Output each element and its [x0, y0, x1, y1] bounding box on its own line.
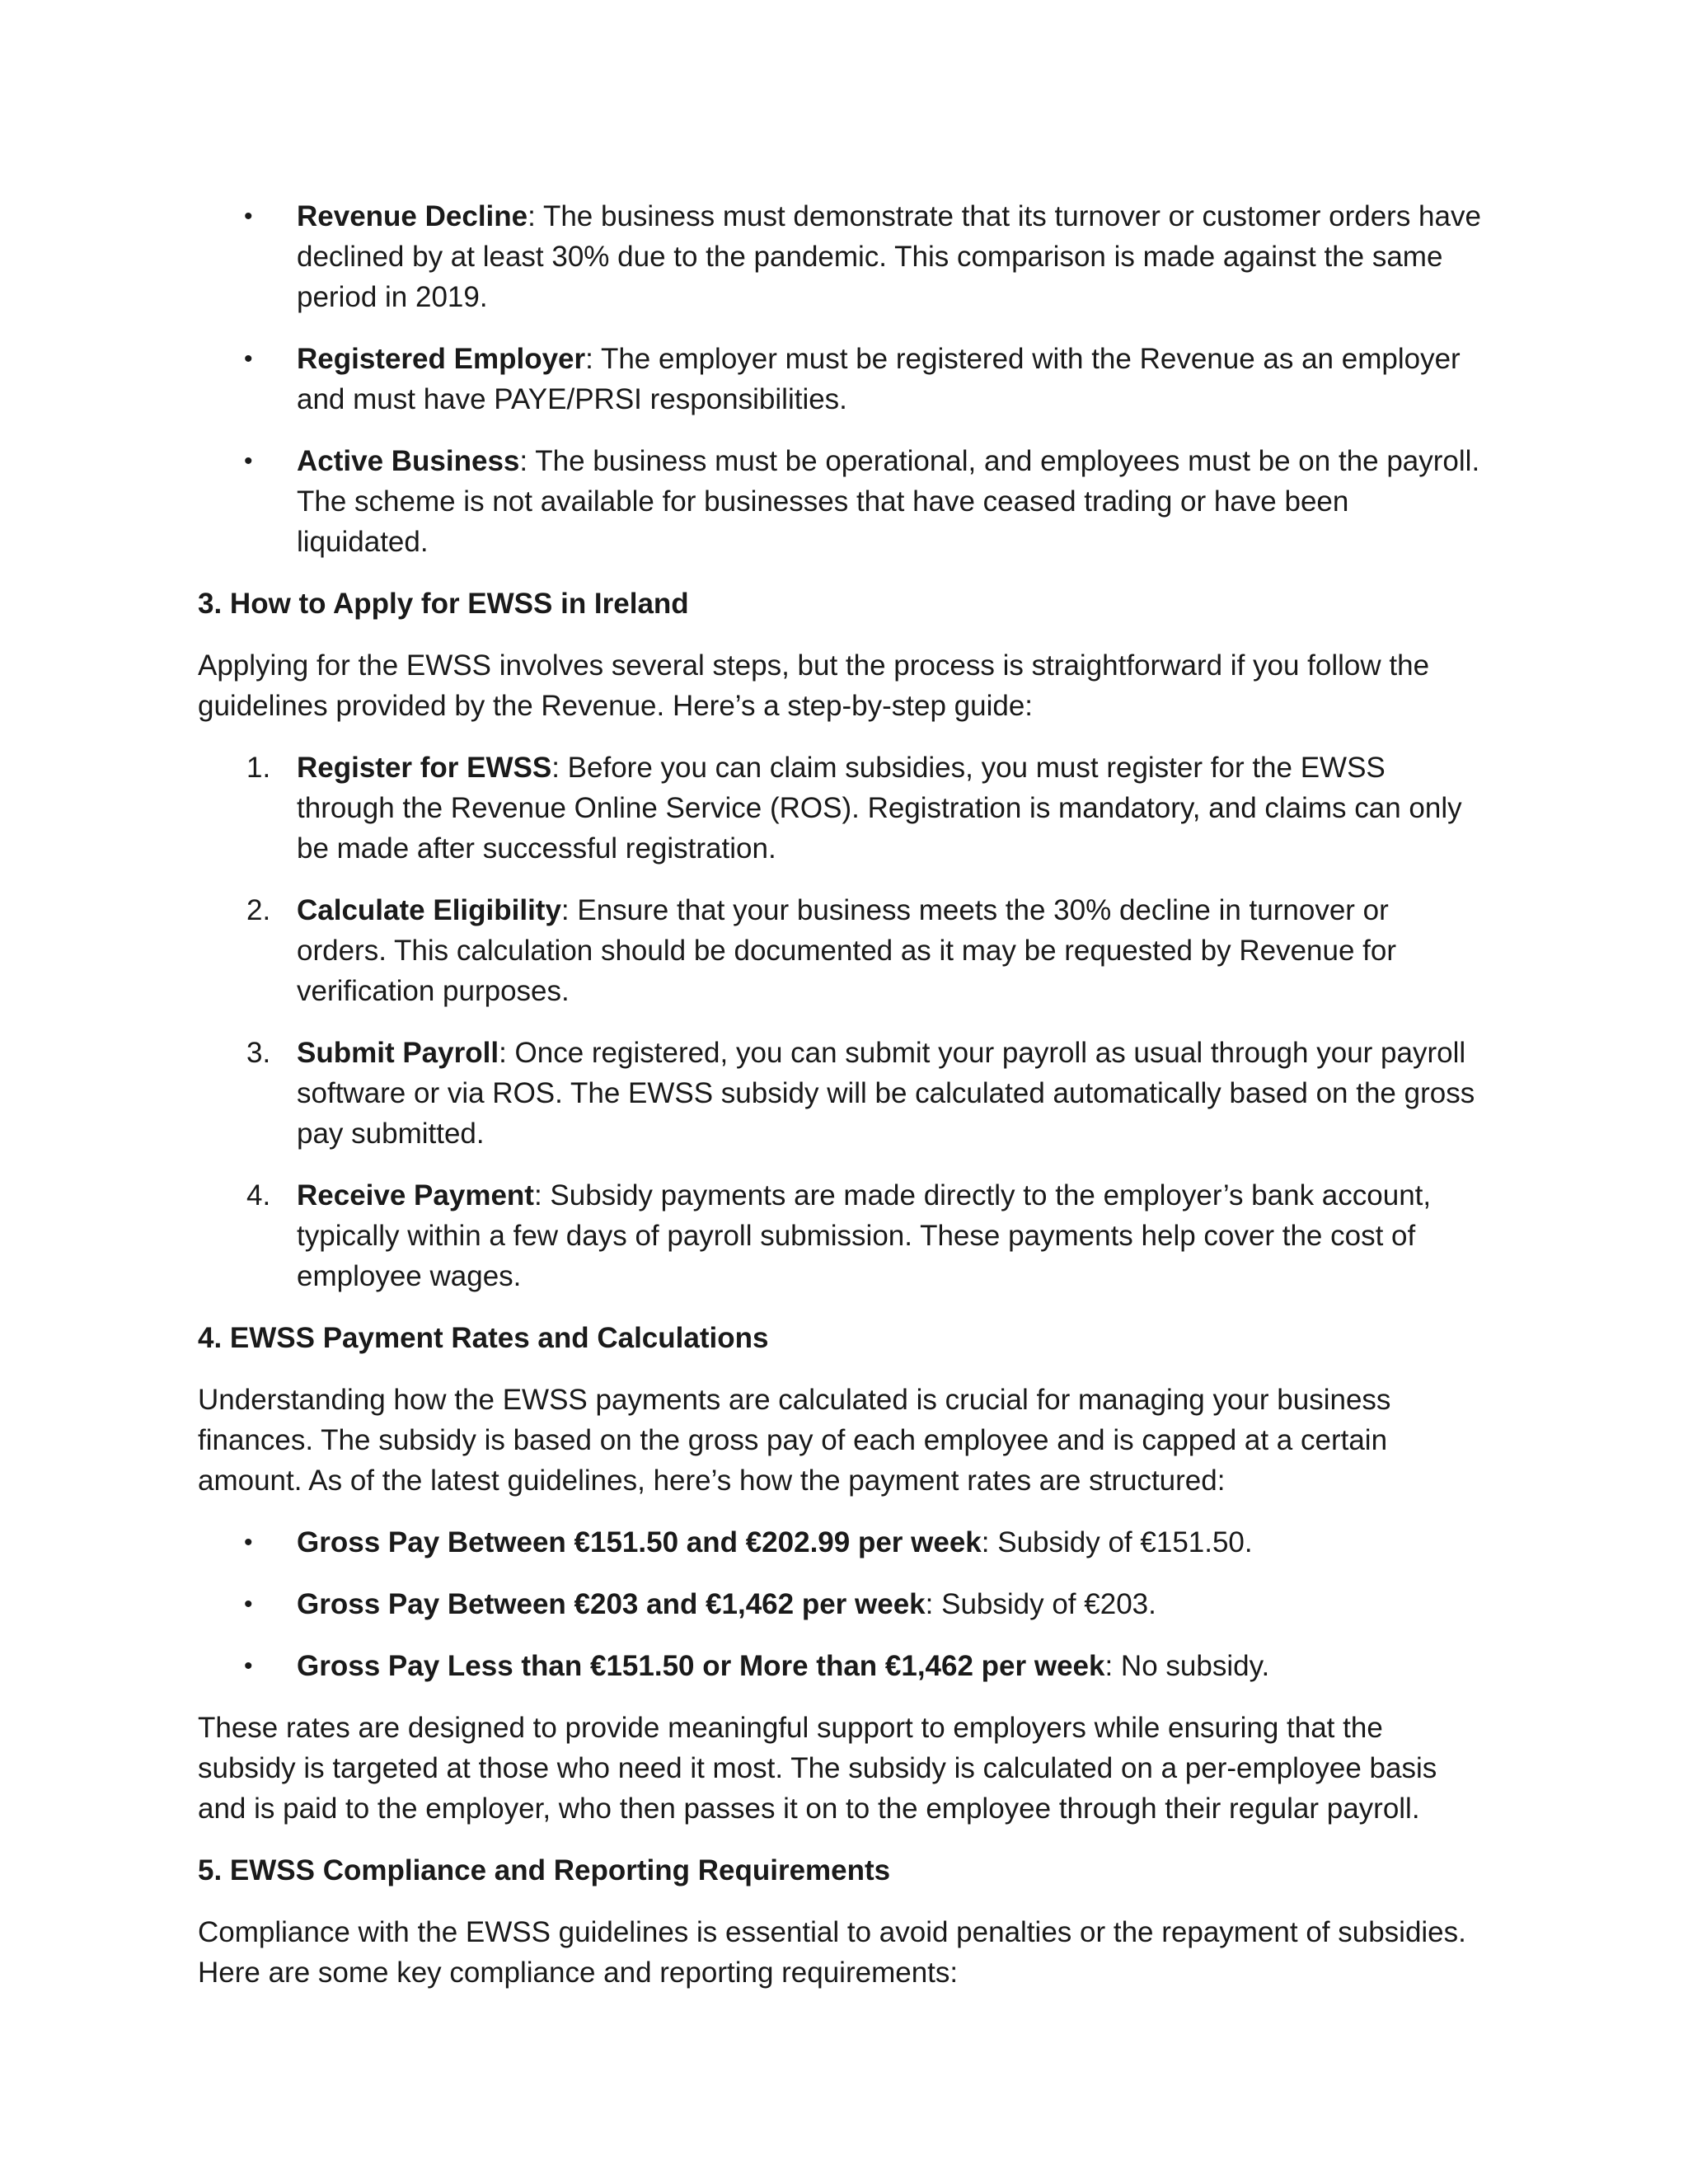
list-item-term: Revenue Decline: [297, 200, 528, 232]
step-number: 3.: [246, 1037, 271, 1069]
list-item-term: Register for EWSS: [297, 752, 552, 784]
list-item-text: : The business must be operational, and employees must be on the payroll. The scheme is not available for businesses that have ceased trading or have been liquidated.: [297, 445, 1480, 558]
list-item-term: Gross Pay Less than €151.50 or More than €1,462 per week: [297, 1650, 1105, 1682]
list-item-term: Submit Payroll: [297, 1037, 499, 1069]
list-item-text: : Once registered, you can submit your payroll as usual through your payroll software or via ROS. The EWSS subsidy will be calculated automatically based on the gross pay submitted.: [297, 1037, 1475, 1150]
bullet-marker: •: [244, 1529, 253, 1556]
list-item: [198, 890, 1484, 1011]
document-page: [198, 196, 1484, 2014]
list-item-term: Active Business: [297, 445, 520, 477]
application-steps-list: [198, 748, 1484, 1296]
list-item: [198, 196, 1484, 317]
list-item: [198, 1522, 1484, 1563]
list-item: [198, 441, 1484, 562]
bullet-marker: •: [244, 1652, 253, 1680]
list-item: [198, 1646, 1484, 1686]
step-number: 1.: [246, 752, 271, 784]
list-item: [198, 1584, 1484, 1624]
bullet-marker: •: [244, 448, 253, 475]
list-item-term: Receive Payment: [297, 1179, 534, 1212]
list-item: [198, 339, 1484, 419]
bullet-marker: •: [244, 345, 253, 373]
list-item: [198, 748, 1484, 869]
list-item-text: : Ensure that your business meets the 30% decline in turnover or orders. This calculation should be documented as it may be requested by Revenue for verification purposes.: [297, 894, 1397, 1007]
list-item-text: : The business must demonstrate that its turnover or customer orders have declined by at least 30% due to the pandemic. This comparison is made against the same period in 2019.: [297, 200, 1481, 313]
paragraph: Understanding how the EWSS payments are calculated is crucial for managing your business finances. The subsidy is based on the gross pay of each employee and is capped at a certain amount. As of the latest guidelines, here’s how the payment rates are structured:: [198, 1384, 1391, 1497]
list-item-term: Calculate Eligibility: [297, 894, 561, 926]
list-item-text: : The employer must be registered with the Revenue as an employer and must have PAYE/PRSI responsibilities.: [297, 343, 1461, 415]
payment-rates-list: [198, 1522, 1484, 1686]
list-item-term: Gross Pay Between €151.50 and €202.99 per week: [297, 1526, 982, 1558]
list-item-term: Gross Pay Between €203 and €1,462 per week: [297, 1588, 926, 1620]
paragraph: Applying for the EWSS involves several steps, but the process is straightforward if you follow the guidelines provided by the Revenue. Here’s a step-by-step guide:: [198, 649, 1430, 722]
list-item-text: : Before you can claim subsidies, you must register for the EWSS through the Revenue Online Service (ROS). Registration is mandatory, and claims can only be made after successful registration.: [297, 752, 1462, 865]
list-item-text: : Subsidy of €151.50.: [981, 1526, 1253, 1558]
step-number: 2.: [246, 894, 271, 926]
section-heading: 5. EWSS Compliance and Reporting Requirements: [198, 1854, 891, 1886]
bullet-marker: •: [244, 203, 253, 230]
section-heading: 4. EWSS Payment Rates and Calculations: [198, 1322, 769, 1354]
list-item-term: Registered Employer: [297, 343, 586, 375]
list-item: [198, 1175, 1484, 1296]
list-item-text: : Subsidy payments are made directly to the employer’s bank account, typically within a few days of payroll submission. These payments help cover the cost of employee wages.: [297, 1179, 1432, 1292]
section-heading: 3. How to Apply for EWSS in Ireland: [198, 588, 689, 620]
eligibility-criteria-list: [198, 196, 1484, 562]
bullet-marker: •: [244, 1591, 253, 1618]
list-item-text: : Subsidy of €203.: [925, 1588, 1156, 1620]
list-item: [198, 1033, 1484, 1154]
paragraph: Compliance with the EWSS guidelines is essential to avoid penalties or the repayment of subsidies. Here are some key compliance and reporting requirements:: [198, 1916, 1466, 1989]
paragraph: These rates are designed to provide meaningful support to employers while ensuring that the subsidy is targeted at those who need it most. The subsidy is calculated on a per-employee basis and is paid to the employer, who then passes it on to the employee through their regular payroll.: [198, 1712, 1437, 1825]
step-number: 4.: [246, 1179, 271, 1212]
list-item-text: : No subsidy.: [1104, 1650, 1270, 1682]
